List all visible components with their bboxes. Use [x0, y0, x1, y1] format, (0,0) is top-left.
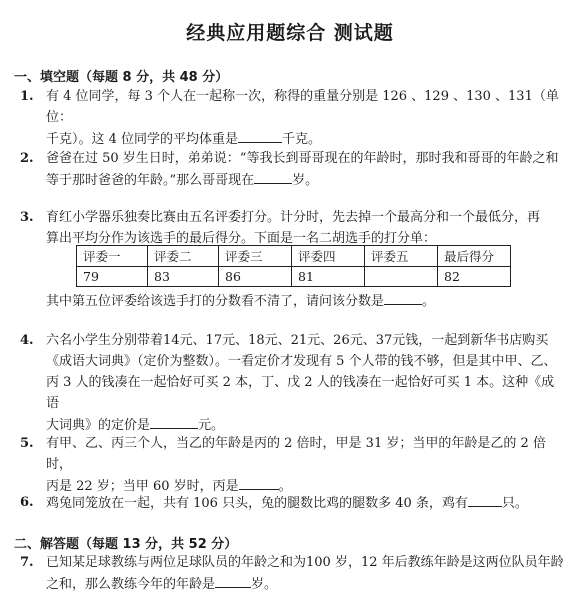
table-cell: 82 — [438, 267, 511, 287]
question-text: 丙是 22 岁；当甲 60 岁时，丙是 — [46, 479, 239, 494]
question-text: 有甲、乙、丙三个人，当乙的年龄是丙的 2 倍时，甲是 31 岁；当甲的年龄是乙的 2 倍时， — [46, 436, 546, 472]
page-title: 经典应用题综合 测试题 — [186, 22, 394, 44]
question-7 — [20, 552, 565, 595]
score-table — [76, 245, 511, 287]
table-header-cell: 评委五 — [365, 246, 438, 267]
table-header-cell: 评委一 — [77, 246, 148, 267]
question-3-followup — [20, 290, 565, 312]
section-answer-heading: 二、解答题（每题 13 分，共 52 分） — [14, 537, 238, 552]
answer-blank[interactable] — [239, 475, 279, 490]
table-cell: 83 — [148, 267, 219, 287]
question-text: 爸爸在过 50 岁生日时，弟弟说：“等我长到哥哥现在的年龄时，那时我和哥哥的年龄之和 — [46, 151, 559, 166]
question-text: 千克。 — [282, 132, 322, 147]
table-row — [77, 246, 511, 267]
question-text: 《成语大词典》（定价为整数）。一看定价才发现有 5 个人带的钱不够，但是其中甲、乙、 — [46, 354, 557, 369]
section-fill-in-heading: 一、填空题（每题 8 分，共 48 分） — [14, 70, 229, 85]
question-text: 岁。 — [251, 577, 278, 592]
question-text: 六名小学生分别带着14元、17元、18元、21元、26元、37元钱，一起到新华书店购买 — [46, 333, 549, 348]
question-text: 大词典》的定价是 — [46, 418, 151, 433]
table-cell: 86 — [219, 267, 292, 287]
question-text: 元。 — [198, 418, 225, 433]
table-cell — [365, 267, 438, 287]
table-header-cell: 评委三 — [219, 246, 292, 267]
question-5 — [20, 433, 565, 497]
table-row — [77, 267, 511, 287]
question-text: 。 — [422, 294, 436, 309]
answer-blank[interactable] — [238, 128, 282, 143]
table-cell: 81 — [292, 267, 365, 287]
question-text: 岁。 — [292, 173, 319, 188]
table-cell: 79 — [77, 267, 148, 287]
question-number: 5. — [20, 436, 34, 451]
question-number: 2. — [20, 151, 34, 166]
table-header-cell: 最后得分 — [438, 246, 511, 267]
question-6 — [20, 492, 565, 514]
question-text: 已知某足球教练与两位足球队员的年龄之和为100 岁，12 年后教练年龄是这两位队员年龄 — [46, 555, 564, 570]
question-number: 1. — [20, 89, 34, 104]
question-text: 丙 3 人的钱凑在一起恰好可买 2 本，丁、戊 2 人的钱凑在一起恰好可买 1 本。这种《成语 — [46, 375, 555, 411]
question-text: 等于那时爸爸的年龄。”那么哥哥现在 — [46, 173, 255, 188]
question-1 — [20, 86, 565, 150]
question-text: 鸡兔同笼放在一起，共有 106 只头，兔的腿数比鸡的腿数多 40 条，鸡有 — [46, 496, 468, 511]
question-4 — [20, 330, 565, 436]
question-3 — [20, 207, 565, 249]
question-text: 千克）。这 4 位同学的平均体重是 — [46, 132, 239, 147]
answer-blank[interactable] — [384, 290, 422, 305]
answer-blank[interactable] — [215, 573, 251, 588]
question-number: 4. — [20, 333, 34, 348]
question-2 — [20, 148, 565, 191]
answer-blank[interactable] — [150, 414, 198, 429]
question-text: 只。 — [501, 496, 528, 511]
question-text: 育红小学器乐独奏比赛由五名评委打分。计分时，先去掉一个最高分和一个最低分，再 — [46, 210, 541, 225]
question-number: 6. — [20, 495, 34, 510]
question-text: 有 4 位同学，每 3 个人在一起称一次，称得的重量分别是 126 、129 、130 、131（单位： — [46, 89, 559, 125]
question-number: 3. — [20, 210, 34, 225]
answer-blank[interactable] — [468, 492, 502, 507]
question-text: 。 — [278, 479, 292, 494]
question-text: 算出平均分作为该选手的最后得分。下面是一名二胡选手的打分单： — [46, 231, 437, 246]
answer-blank[interactable] — [254, 169, 292, 184]
question-text: 其中第五位评委给该选手打的分数看不清了，请问该分数是 — [46, 294, 385, 309]
table-header-cell: 评委二 — [148, 246, 219, 267]
question-number: 7. — [20, 555, 34, 570]
question-text: 之和，那么教练今年的年龄是 — [46, 577, 216, 592]
table-header-cell: 评委四 — [292, 246, 365, 267]
